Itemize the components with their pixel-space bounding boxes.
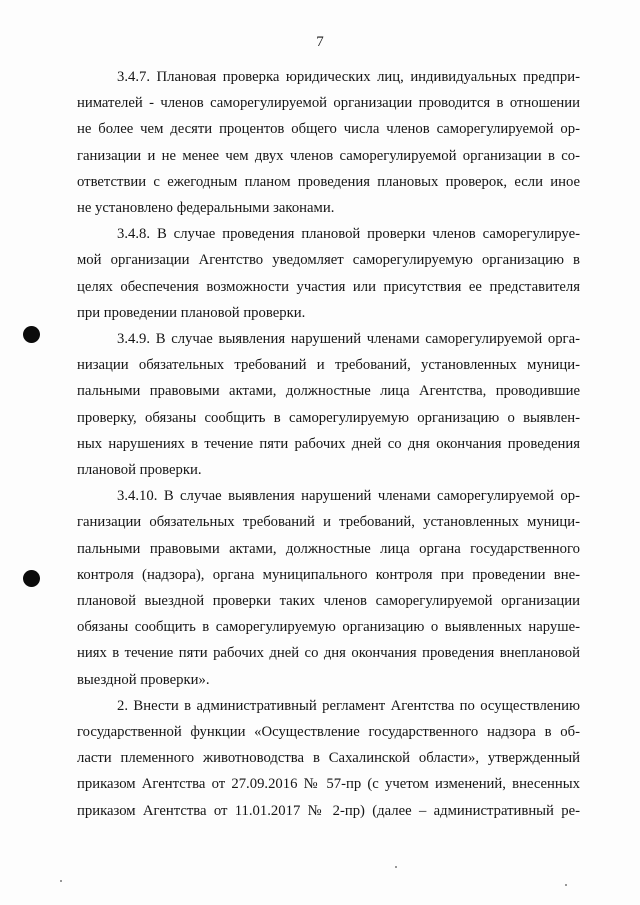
text-line: ласти племенного животноводства в Сахалинской области», утвержденный	[77, 750, 580, 767]
text-line: 2. Внести в административный регламент Агентства по осуществлению	[117, 697, 580, 714]
text-line: контроля (надзора), органа муниципального контроля при проведении вне-	[77, 566, 580, 583]
paragraph-p-3-4-9	[77, 326, 580, 483]
paragraph-p-3-4-10	[77, 483, 580, 693]
paragraph-p-3-4-7	[77, 64, 580, 221]
text-line: при проведении плановой проверки.	[77, 304, 306, 321]
text-line: плановой проверки.	[77, 462, 202, 479]
text-line: пальными правовыми актами, должностные лица органа государственного	[77, 540, 580, 557]
text-line: приказом Агентства от 11.01.2017 № 2-пр) (далее – административный ре-	[77, 802, 580, 819]
text-line: ных нарушениях в течение пяти рабочих дней со дня окончания проведения	[77, 435, 580, 452]
text-line: проверку, обязаны сообщить в саморегулируемую организацию о выявлен-	[77, 409, 580, 426]
page-number: 7	[316, 34, 324, 50]
text-line: низации обязательных требований и требований, установленных муници-	[77, 357, 580, 374]
text-line: пальными правовыми актами, должностные лица Агентства, проводившие	[77, 383, 580, 400]
text-line: обязаны сообщить в саморегулируемую организацию о выявленных наруше-	[77, 619, 580, 636]
document-body	[77, 64, 580, 824]
text-line: выездной проверки».	[77, 671, 210, 688]
text-line: ганизации и не менее чем двух членов саморегулируемой организации в со-	[77, 147, 580, 164]
text-line: ниях в течение пяти рабочих дней со дня окончания проведения внеплановой	[77, 645, 580, 662]
text-line: целях обеспечения возможности участия или присутствия ее представителя	[77, 278, 580, 295]
scan-speck	[395, 866, 397, 868]
text-line: плановой выездной проверки таких членов саморегулируемой организации	[77, 593, 580, 610]
text-line: 3.4.7. Плановая проверка юридических лиц, индивидуальных предпри-	[117, 69, 580, 85]
text-line: ответствии с ежегодным планом проведения плановых проверок, если иное	[77, 173, 580, 190]
scan-speck	[565, 884, 567, 886]
text-line: мой организации Агентство уведомляет саморегулируемую организацию в	[77, 252, 580, 269]
text-line: 3.4.10. В случае выявления нарушений членами саморегулируемой ор-	[117, 488, 580, 505]
text-line: не установлено федеральными законами.	[77, 200, 335, 217]
punch-hole-bottom	[23, 570, 40, 587]
text-line: не более чем десяти процентов общего числа членов саморегулируемой ор-	[77, 121, 580, 138]
paragraph-p-3-4-8	[77, 221, 580, 326]
text-line: ганизации обязательных требований и требований, установленных муници-	[77, 514, 580, 531]
text-line: 3.4.9. В случае выявления нарушений членами саморегулируемой орга-	[117, 331, 580, 348]
paragraph-p-2	[77, 693, 580, 824]
text-line: приказом Агентства от 27.09.2016 № 57-пр (с учетом изменений, внесенных	[77, 776, 580, 793]
text-line: нимателей - членов саморегулируемой организации проводится в отношении	[77, 95, 580, 112]
punch-hole-top	[23, 326, 40, 343]
text-line: государственной функции «Осуществление государственного надзора в об-	[77, 724, 580, 741]
text-line: 3.4.8. В случае проведения плановой проверки членов саморегулируе-	[117, 226, 580, 243]
scan-speck	[60, 880, 62, 882]
